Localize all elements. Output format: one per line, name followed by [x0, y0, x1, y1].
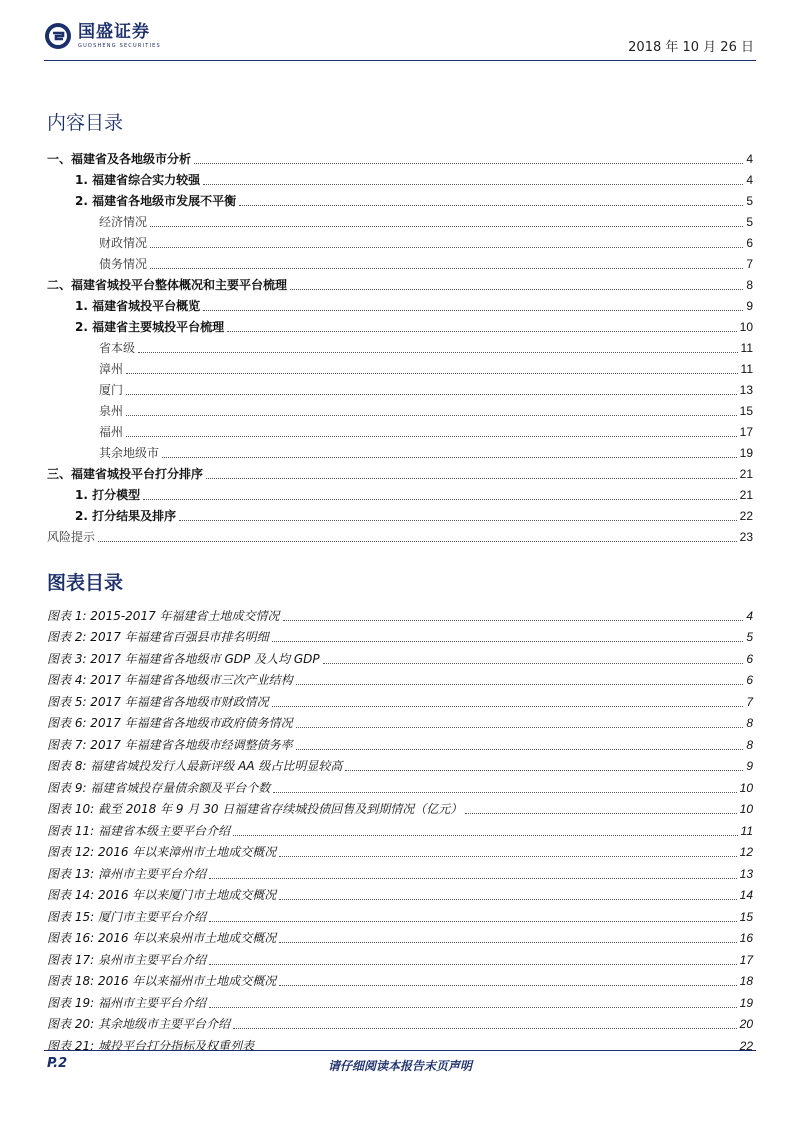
brand-name-en: GUOSHENG SECURITIES — [78, 42, 161, 49]
figure-entry[interactable]: 图表 12: 2016 年以来漳州市土地成交概况 12 — [47, 845, 753, 859]
figure-entry[interactable]: 图表 5: 2017 年福建省各地级市财政情况 7 — [47, 694, 753, 709]
toc-entry[interactable]: 经济情况 5 — [99, 215, 753, 229]
figure-entry[interactable]: 图表 19: 福州市主要平台介绍 19 — [47, 995, 753, 1010]
brand-logo — [44, 22, 161, 50]
brand-logo-icon — [44, 22, 72, 50]
toc-entry[interactable]: 三、福建省城投平台打分排序 21 — [47, 467, 753, 481]
figure-entry[interactable]: 图表 13: 漳州市主要平台介绍 13 — [47, 866, 753, 881]
figure-entry[interactable]: 图表 21: 城投平台打分指标及权重列表 22 — [47, 1038, 753, 1053]
figure-entry[interactable]: 图表 3: 2017 年福建省各地级市 GDP 及人均 GDP 6 — [47, 651, 753, 666]
figure-entry[interactable]: 图表 15: 厦门市主要平台介绍 15 — [47, 909, 753, 924]
figure-entry[interactable]: 图表 8: 福建省城投发行人最新评级 AA 级占比明显较高 9 — [47, 759, 753, 773]
toc-entry[interactable]: 泉州 15 — [99, 404, 753, 418]
toc-entry[interactable]: 漳州 11 — [99, 362, 753, 376]
footer-divider — [44, 1050, 756, 1051]
toc-entry[interactable]: 1. 打分模型 21 — [75, 488, 753, 502]
report-date: 2018 年 10 月 26 日 — [628, 40, 754, 55]
figure-entry[interactable]: 图表 6: 2017 年福建省各地级市政府债务情况 8 — [47, 716, 753, 730]
page-number: P.2 — [47, 1056, 68, 1071]
figure-entry[interactable]: 图表 16: 2016 年以来泉州市土地成交概况 16 — [47, 931, 753, 945]
figure-entry[interactable]: 图表 17: 泉州市主要平台介绍 17 — [47, 952, 753, 967]
toc-title: 内容目录 — [47, 112, 124, 134]
brand-name: 国盛证券 — [78, 21, 150, 42]
page-header — [44, 22, 756, 62]
toc-entry[interactable]: 二、福建省城投平台整体概况和主要平台梳理 8 — [47, 278, 753, 292]
toc-entry[interactable]: 一、福建省及各地级市分析 4 — [47, 152, 753, 166]
figure-entry[interactable]: 图表 20: 其余地级市主要平台介绍 20 — [47, 1017, 753, 1031]
toc-entry[interactable]: 1. 福建省城投平台概览 9 — [75, 299, 753, 313]
toc-entry[interactable]: 2. 福建省主要城投平台梳理 10 — [75, 320, 753, 334]
toc-entry[interactable]: 省本级 11 — [99, 341, 753, 355]
toc-entry[interactable]: 风险提示 23 — [47, 530, 753, 544]
figure-entry[interactable]: 图表 9: 福建省城投存量债余额及平台个数 10 — [47, 780, 753, 795]
toc-entry[interactable]: 其余地级市 19 — [99, 446, 753, 460]
toc-entry[interactable]: 2. 打分结果及排序 22 — [75, 509, 753, 523]
figure-entry[interactable]: 图表 1: 2015-2017 年福建省土地成交情况 4 — [47, 608, 753, 623]
header-divider — [44, 60, 756, 61]
disclaimer-note: 请仔细阅读本报告末页声明 — [327, 1059, 472, 1073]
figure-entry[interactable]: 图表 14: 2016 年以来厦门市土地成交概况 14 — [47, 888, 753, 902]
toc-entry[interactable]: 2. 福建省各地级市发展不平衡 5 — [75, 194, 753, 208]
toc-entry[interactable]: 债务情况 7 — [99, 257, 753, 271]
toc-entry[interactable]: 财政情况 6 — [99, 236, 753, 250]
toc-entry[interactable]: 1. 福建省综合实力较强 4 — [75, 173, 753, 187]
toc-list — [47, 146, 753, 545]
figures-title: 图表目录 — [47, 572, 124, 594]
toc-entry[interactable]: 福州 17 — [99, 425, 753, 439]
figure-entry[interactable]: 图表 2: 2017 年福建省百强县市排名明细 5 — [47, 630, 753, 644]
figure-entry[interactable]: 图表 10: 截至 2018 年 9 月 30 日福建省存续城投债回售及到期情况（亿元） 10 — [47, 802, 753, 816]
figure-entry[interactable]: 图表 18: 2016 年以来福州市土地成交概况 18 — [47, 974, 753, 988]
figure-entry[interactable]: 图表 7: 2017 年福建省各地级市经调整债务率 8 — [47, 737, 753, 752]
figure-entry[interactable]: 图表 4: 2017 年福建省各地级市三次产业结构 6 — [47, 673, 753, 687]
figures-list — [47, 602, 753, 1054]
toc-entry[interactable]: 厦门 13 — [99, 383, 753, 397]
figure-entry[interactable]: 图表 11: 福建省本级主要平台介绍 11 — [47, 823, 753, 838]
